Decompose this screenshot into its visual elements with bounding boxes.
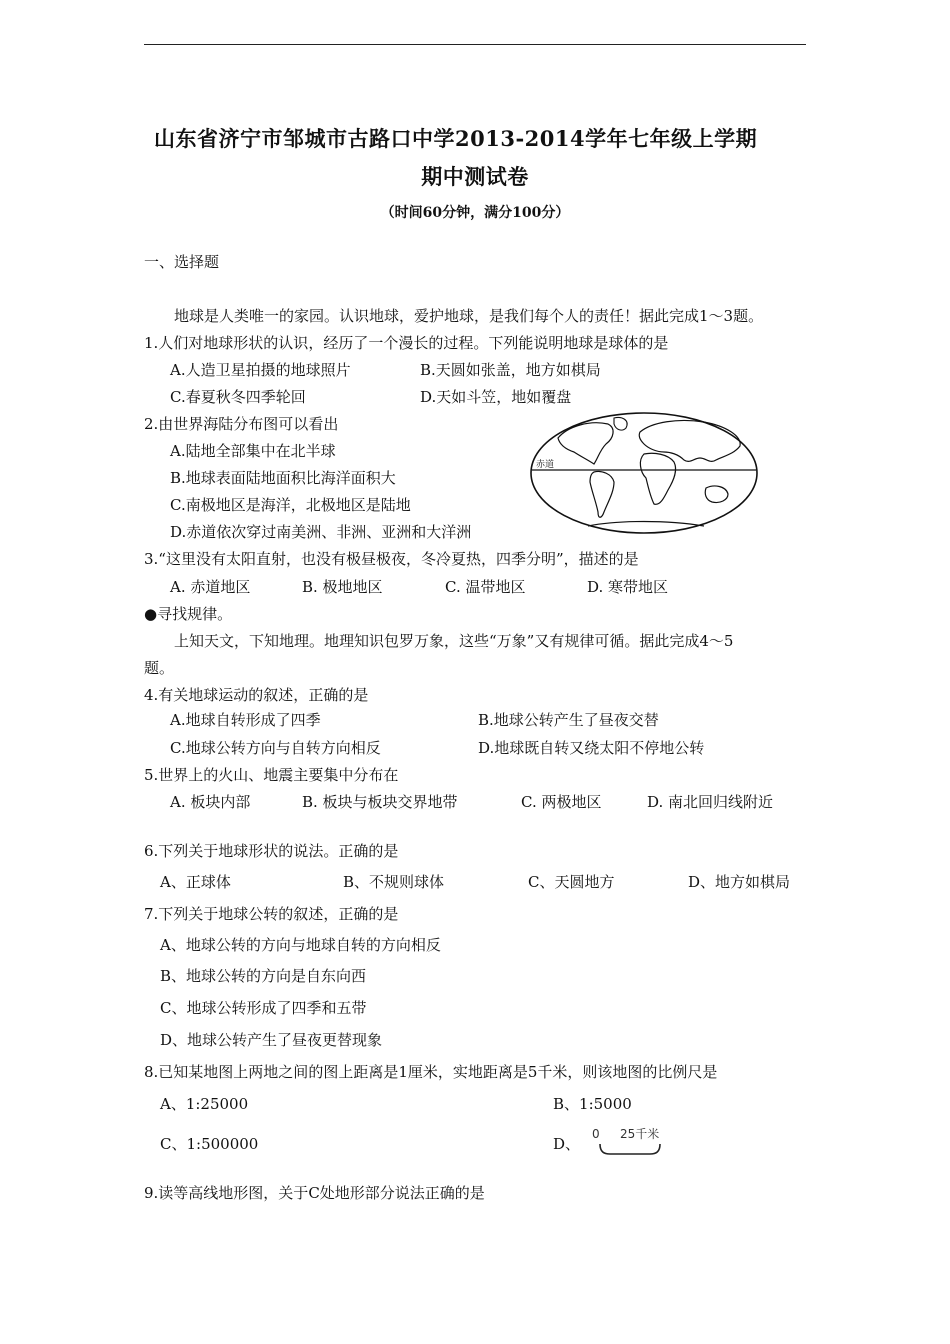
question-7-option-a: A、地球公转的方向与地球自转的方向相反 bbox=[160, 936, 441, 954]
question-3-stem: 3.“这里没有太阳直射，也没有极昼极夜，冬冷夏热，四季分明”，描述的是 bbox=[144, 550, 639, 568]
question-2-option-a: A.陆地全部集中在北半球 bbox=[170, 442, 336, 460]
exam-duration: （时间60分钟，满分100分） bbox=[380, 205, 570, 221]
question-3-option-c: C. 温带地区 bbox=[445, 578, 526, 596]
question-4-option-c: C.地球公转方向与自转方向相反 bbox=[170, 739, 381, 757]
question-2-option-c: C.南极地区是海洋，北极地区是陆地 bbox=[170, 496, 411, 514]
page-title-line1: 山东省济宁市邹城市古路口中学2013-2014学年七年级上学期 bbox=[154, 126, 758, 151]
header-rule bbox=[144, 44, 806, 45]
question-5-option-a: A. 板块内部 bbox=[170, 793, 251, 811]
question-3-option-d: D. 寒带地区 bbox=[587, 578, 669, 596]
question-3-option-b: B. 极地地区 bbox=[302, 578, 383, 596]
question-5-stem: 5.世界上的火山、地震主要集中分布在 bbox=[144, 766, 399, 784]
world-map-figure bbox=[528, 408, 760, 538]
scale-distance-label: 25千米 bbox=[620, 1127, 660, 1141]
question-1-option-c: C.春夏秋冬四季轮回 bbox=[170, 388, 306, 406]
world-land-sea-map bbox=[528, 408, 760, 538]
question-2-option-d: D.赤道依次穿过南美洲、非洲、亚洲和大洋洲 bbox=[170, 523, 472, 541]
question-6-option-c: C、天圆地方 bbox=[528, 873, 615, 891]
question-3-option-a: A. 赤道地区 bbox=[170, 578, 251, 596]
question-2-stem: 2.由世界海陆分布图可以看出 bbox=[144, 415, 339, 433]
section2-intro-line2: 题。 bbox=[144, 659, 175, 677]
question-6-stem: 6.下列关于地球形状的说法。正确的是 bbox=[144, 842, 399, 860]
question-4-option-d: D.地球既自转又绕太阳不停地公转 bbox=[478, 739, 705, 757]
line-scale-figure bbox=[588, 1124, 698, 1160]
question-5-option-d: D. 南北回归线附近 bbox=[647, 793, 774, 811]
question-9-stem: 9.读等高线地形图，关于C处地形部分说法正确的是 bbox=[144, 1184, 485, 1202]
question-6-option-b: B、不规则球体 bbox=[343, 873, 445, 891]
section-intro: 地球是人类唯一的家园。认识地球，爱护地球，是我们每个人的责任！据此完成1～3题。 bbox=[174, 307, 764, 325]
question-2-option-b: B.地球表面陆地面积比海洋面积大 bbox=[170, 469, 396, 487]
question-1-option-a: A.人造卫星拍摄的地球照片 bbox=[170, 361, 351, 379]
equator-label: 赤道 bbox=[536, 460, 555, 470]
question-1-option-b: B.天圆如张盖，地方如棋局 bbox=[420, 361, 601, 379]
question-7-stem: 7.下列关于地球公转的叙述，正确的是 bbox=[144, 905, 399, 923]
question-7-option-c: C、地球公转形成了四季和五带 bbox=[160, 999, 367, 1017]
question-6-option-a: A、正球体 bbox=[160, 873, 231, 891]
section2-intro-line1: 上知天文，下知地理。地理知识包罗万象，这些“万象”又有规律可循。据此完成4～5 bbox=[174, 632, 734, 650]
section-heading-choice: 一、选择题 bbox=[144, 253, 220, 271]
question-1-option-d: D.天如斗笠，地如覆盘 bbox=[420, 388, 572, 406]
scale-bar bbox=[600, 1144, 660, 1154]
question-1-stem: 1.人们对地球形状的认识，经历了一个漫长的过程。下列能说明地球是球体的是 bbox=[144, 334, 669, 352]
line-scale-drawing bbox=[588, 1124, 698, 1160]
question-8-option-c: C、1:500000 bbox=[160, 1135, 259, 1153]
question-8-stem: 8.已知某地图上两地之间的图上距离是1厘米，实地距离是5千米，则该地图的比例尺是 bbox=[144, 1063, 718, 1081]
section-heading-rules: ●寻找规律。 bbox=[144, 605, 233, 623]
page-title-line2: 期中测试卷 bbox=[421, 164, 529, 189]
question-4-stem: 4.有关地球运动的叙述，正确的是 bbox=[144, 686, 369, 704]
question-4-option-a: A.地球自转形成了四季 bbox=[170, 711, 321, 729]
scale-zero-label: 0 bbox=[592, 1127, 600, 1141]
question-6-option-d: D、地方如棋局 bbox=[688, 873, 791, 891]
question-4-option-b: B.地球公转产生了昼夜交替 bbox=[478, 711, 659, 729]
question-8-option-a: A、1:25000 bbox=[160, 1095, 249, 1113]
question-7-option-b: B、地球公转的方向是自东向西 bbox=[160, 967, 367, 985]
question-5-option-c: C. 两极地区 bbox=[521, 793, 602, 811]
question-8-option-b: B、1:5000 bbox=[553, 1095, 632, 1113]
question-5-option-b: B. 板块与板块交界地带 bbox=[302, 793, 458, 811]
question-8-option-d: D、 bbox=[553, 1135, 581, 1153]
question-7-option-d: D、地球公转产生了昼夜更替现象 bbox=[160, 1031, 383, 1049]
